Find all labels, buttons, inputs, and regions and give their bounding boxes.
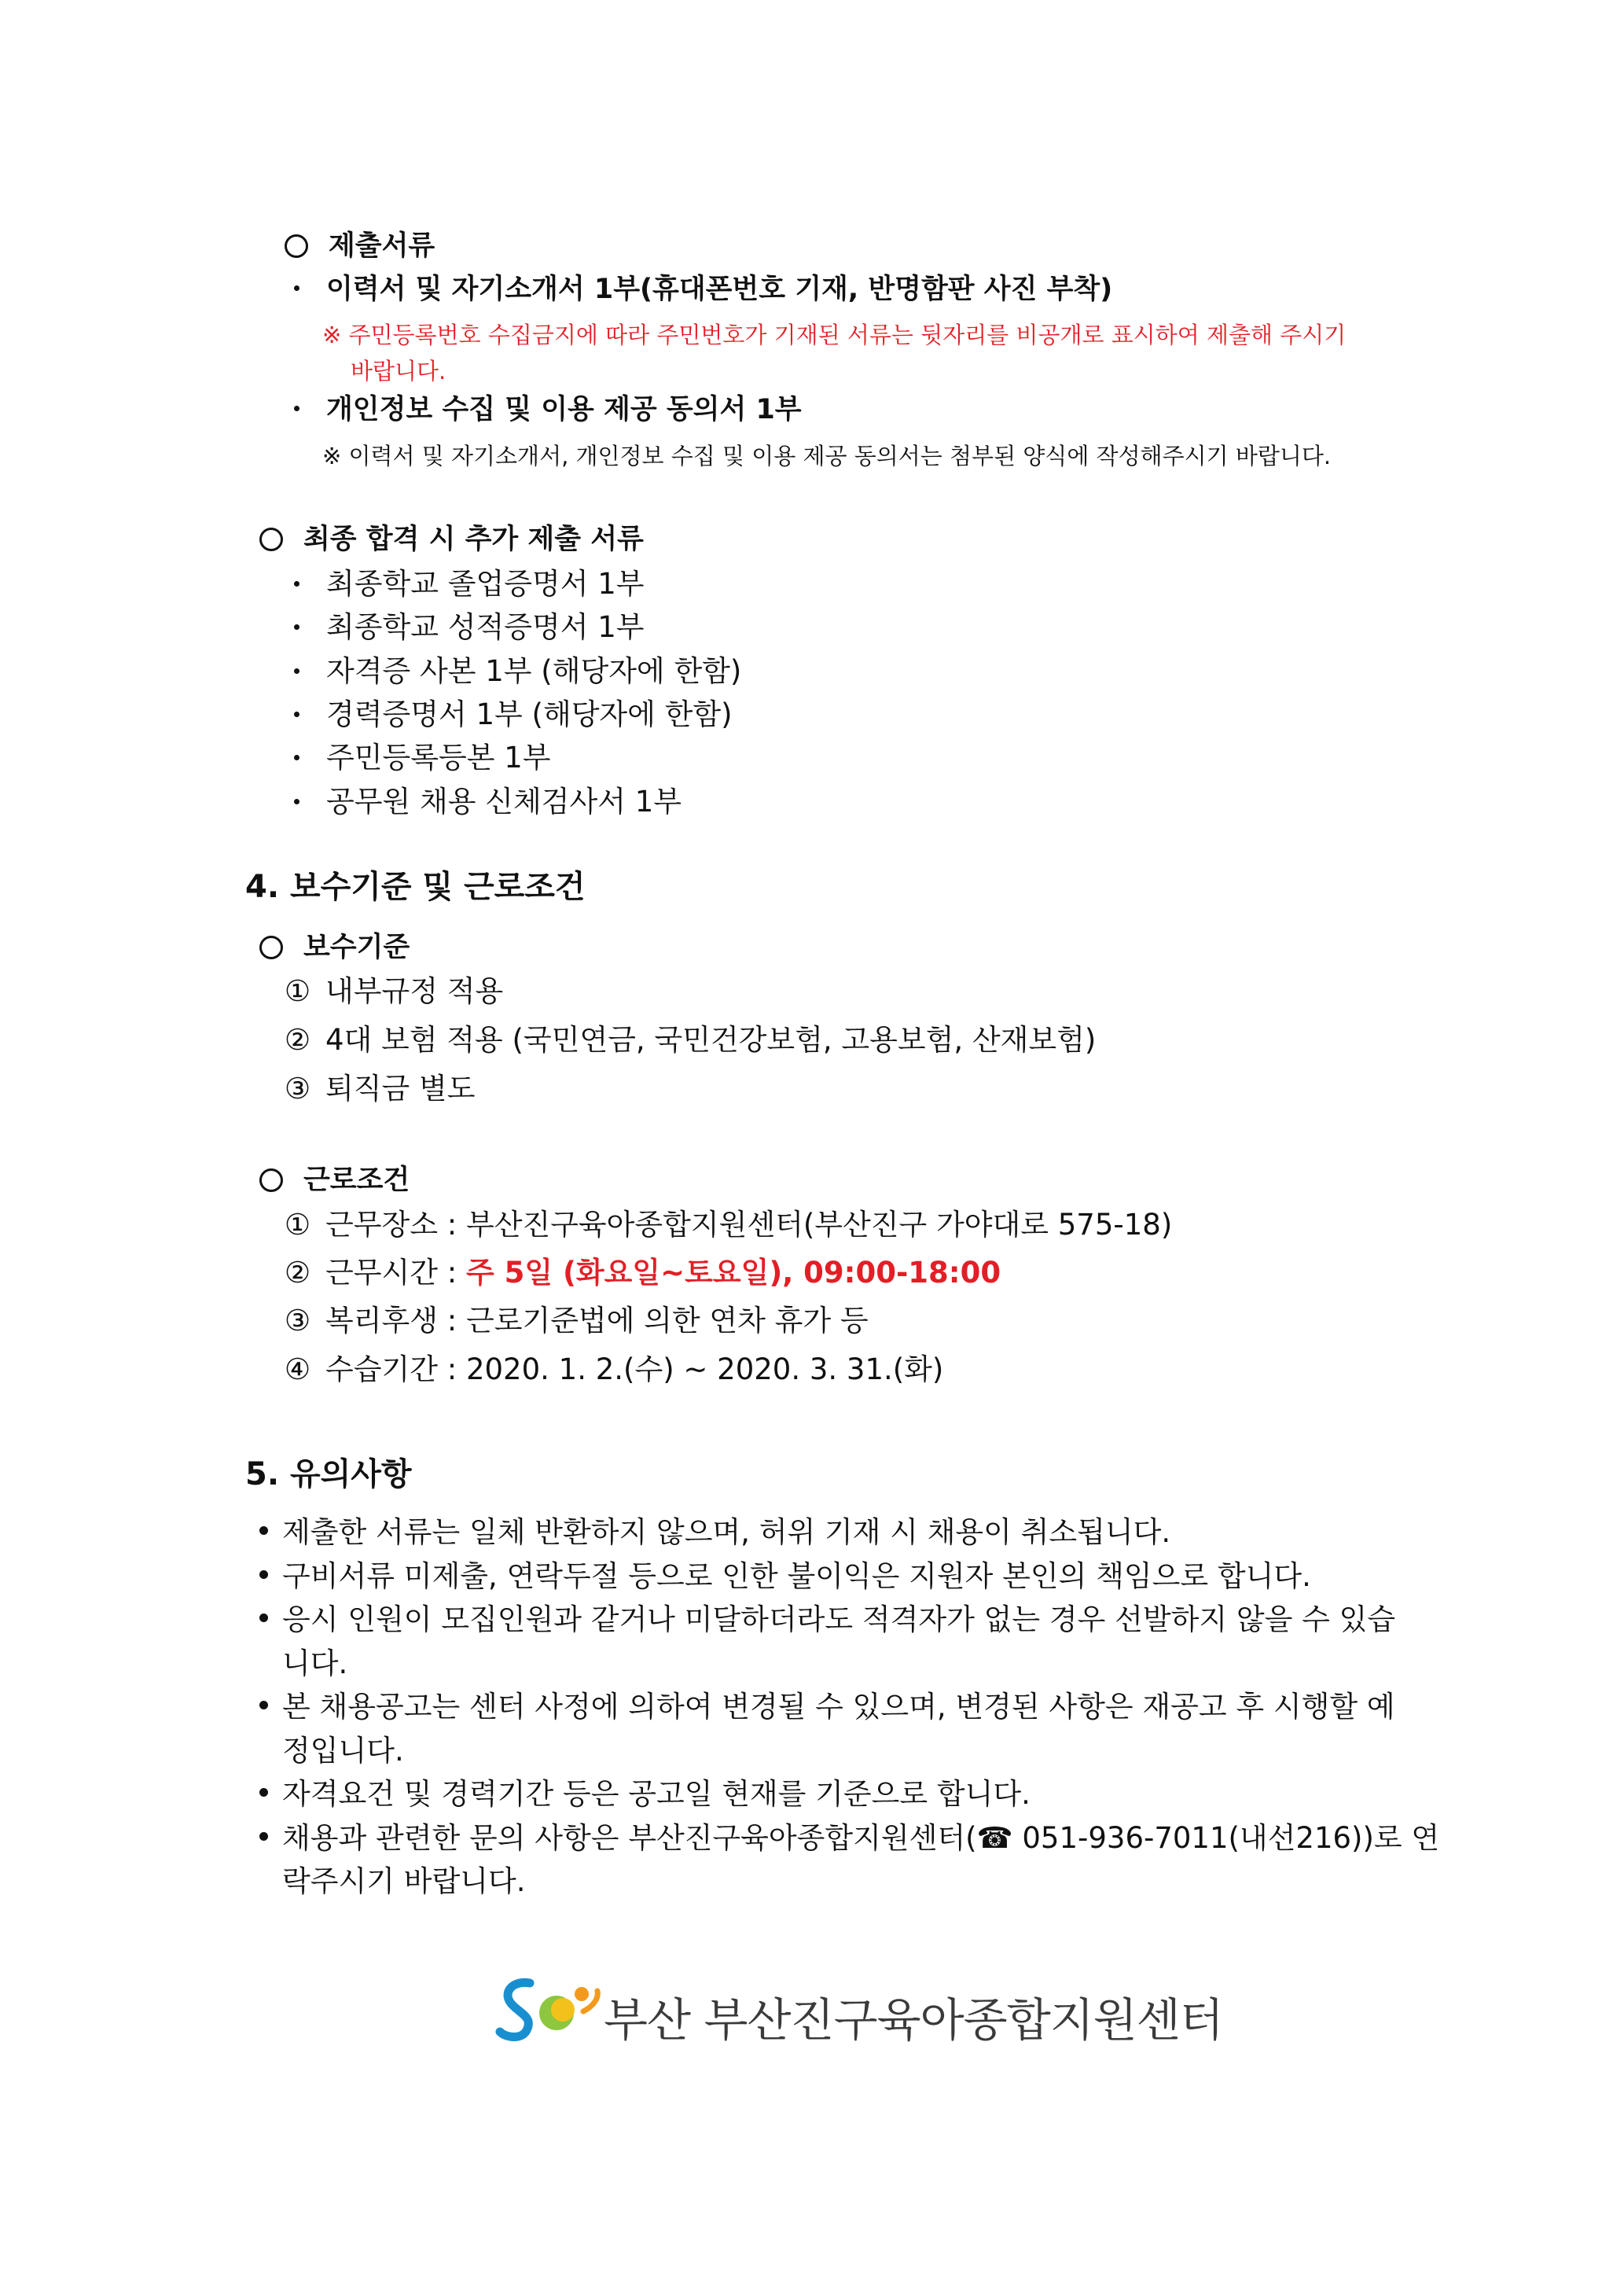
notice-item: 채용과 관련한 문의 사항은 부산진구육아종합지원센터(☎ 051-936-7011(내선216))로 연 [259, 1820, 1439, 1856]
bullet-icon [294, 285, 299, 291]
circle-bullet-icon [259, 528, 283, 551]
work-header: 근로조건 [259, 1164, 410, 1198]
notice-item: 응시 인원이 모집인원과 같거나 미달하더라도 적격자가 없는 경우 선발하지 않을 수 있습 [259, 1602, 1395, 1638]
bullet-icon [294, 668, 299, 674]
notice-item-cont: 니다. [282, 1647, 348, 1680]
notice-item-cont: 락주시기 바랍니다. [282, 1864, 526, 1898]
circle-bullet-icon [259, 936, 283, 959]
bullet-icon [259, 1701, 268, 1709]
final-docs-item: 경력증명서 1부 (해당자에 한함) [294, 697, 733, 733]
center-logo [495, 1975, 1223, 2047]
final-docs-header: 최종 합격 시 추가 제출 서류 [259, 523, 644, 557]
work-hours-highlight: 주 5일 (화요일~토요일), 09:00-18:00 [465, 1256, 1001, 1290]
pay-item: ② 4대 보험 적용 (국민연금, 국민건강보험, 고용보험, 산재보험) [285, 1023, 1097, 1057]
work-item-location: ① 근무장소 : 부산진구육아종합지원센터(부산진구 가야대로 575-18) [285, 1208, 1173, 1242]
bullet-icon [259, 1832, 268, 1841]
work-item-hours: ② 근무시간 : 주 5일 (화요일~토요일), 09:00-18:00 [285, 1256, 1001, 1290]
bullet-icon [294, 755, 299, 760]
final-docs-item: 최종학교 졸업증명서 1부 [294, 566, 644, 602]
docs-item-privacy-consent: 개인정보 수집 및 이용 제공 동의서 1부 [294, 393, 802, 428]
docs-item-resume: 이력서 및 자기소개서 1부(휴대폰번호 기재, 반명함판 사진 부착) [294, 273, 1112, 307]
work-item-benefits: ③ 복리후생 : 근로기준법에 의한 연차 휴가 등 [285, 1304, 869, 1337]
section4-title: 4. 보수기준 및 근로조건 [245, 869, 586, 905]
final-docs-item: 자격증 사본 1부 (해당자에 한함) [294, 653, 741, 690]
bullet-icon [294, 624, 299, 630]
notice-item-cont: 정입니다. [282, 1734, 404, 1768]
docs-note-forms: ※ 이력서 및 자기소개서, 개인정보 수집 및 이용 제공 동의서는 첨부된 양식에 작성해주시기 바랍니다. [322, 443, 1332, 469]
docs-note-resident-number-cont: 바랍니다. [351, 358, 446, 385]
bullet-icon [259, 1613, 268, 1622]
work-item-probation: ④ 수습기간 : 2020. 1. 2.(수) ~ 2020. 3. 31.(화) [285, 1352, 944, 1386]
bullet-icon [259, 1788, 268, 1797]
notice-item: 자격요건 및 경력기간 등은 공고일 현재를 기준으로 합니다. [259, 1776, 1031, 1812]
final-docs-item: 주민등록등본 1부 [294, 740, 551, 776]
circle-bullet-icon [259, 1168, 283, 1192]
bullet-icon [294, 712, 299, 717]
pay-item: ③ 퇴직금 별도 [285, 1072, 476, 1106]
circle-bullet-icon [285, 234, 308, 258]
bullet-icon [294, 799, 299, 804]
docs-note-resident-number: ※ 주민등록번호 수집금지에 따라 주민번호가 기재된 서류는 뒷자리를 비공개로 표시하여 제출해 주시기 [322, 322, 1347, 348]
pay-header: 보수기준 [259, 931, 410, 966]
notice-item: 구비서류 미제출, 연락두절 등으로 인한 불이익은 지원자 본인의 책임으로 합니다. [259, 1558, 1311, 1595]
final-docs-item: 공무원 채용 신체검사서 1부 [294, 784, 682, 820]
section5-title: 5. 유의사항 [245, 1456, 412, 1492]
bullet-icon [294, 581, 299, 587]
center-logo-icon [495, 1975, 605, 2046]
final-docs-item: 최종학교 성적증명서 1부 [294, 609, 644, 646]
notice-item: 본 채용공고는 센터 사정에 의하여 변경될 수 있으며, 변경된 사항은 재공고 후 시행할 예 [259, 1689, 1395, 1725]
center-logo-text: 부산 부산진구육아종합지원센터 [604, 1993, 1223, 2047]
notice-item: 제출한 서류는 일체 반환하지 않으며, 허위 기재 시 채용이 취소됩니다. [259, 1514, 1170, 1551]
docs-header: 제출서류 [285, 230, 435, 264]
bullet-icon [259, 1570, 268, 1579]
pay-item: ① 내부규정 적용 [285, 974, 504, 1008]
bullet-icon [259, 1526, 268, 1535]
bullet-icon [294, 406, 299, 411]
